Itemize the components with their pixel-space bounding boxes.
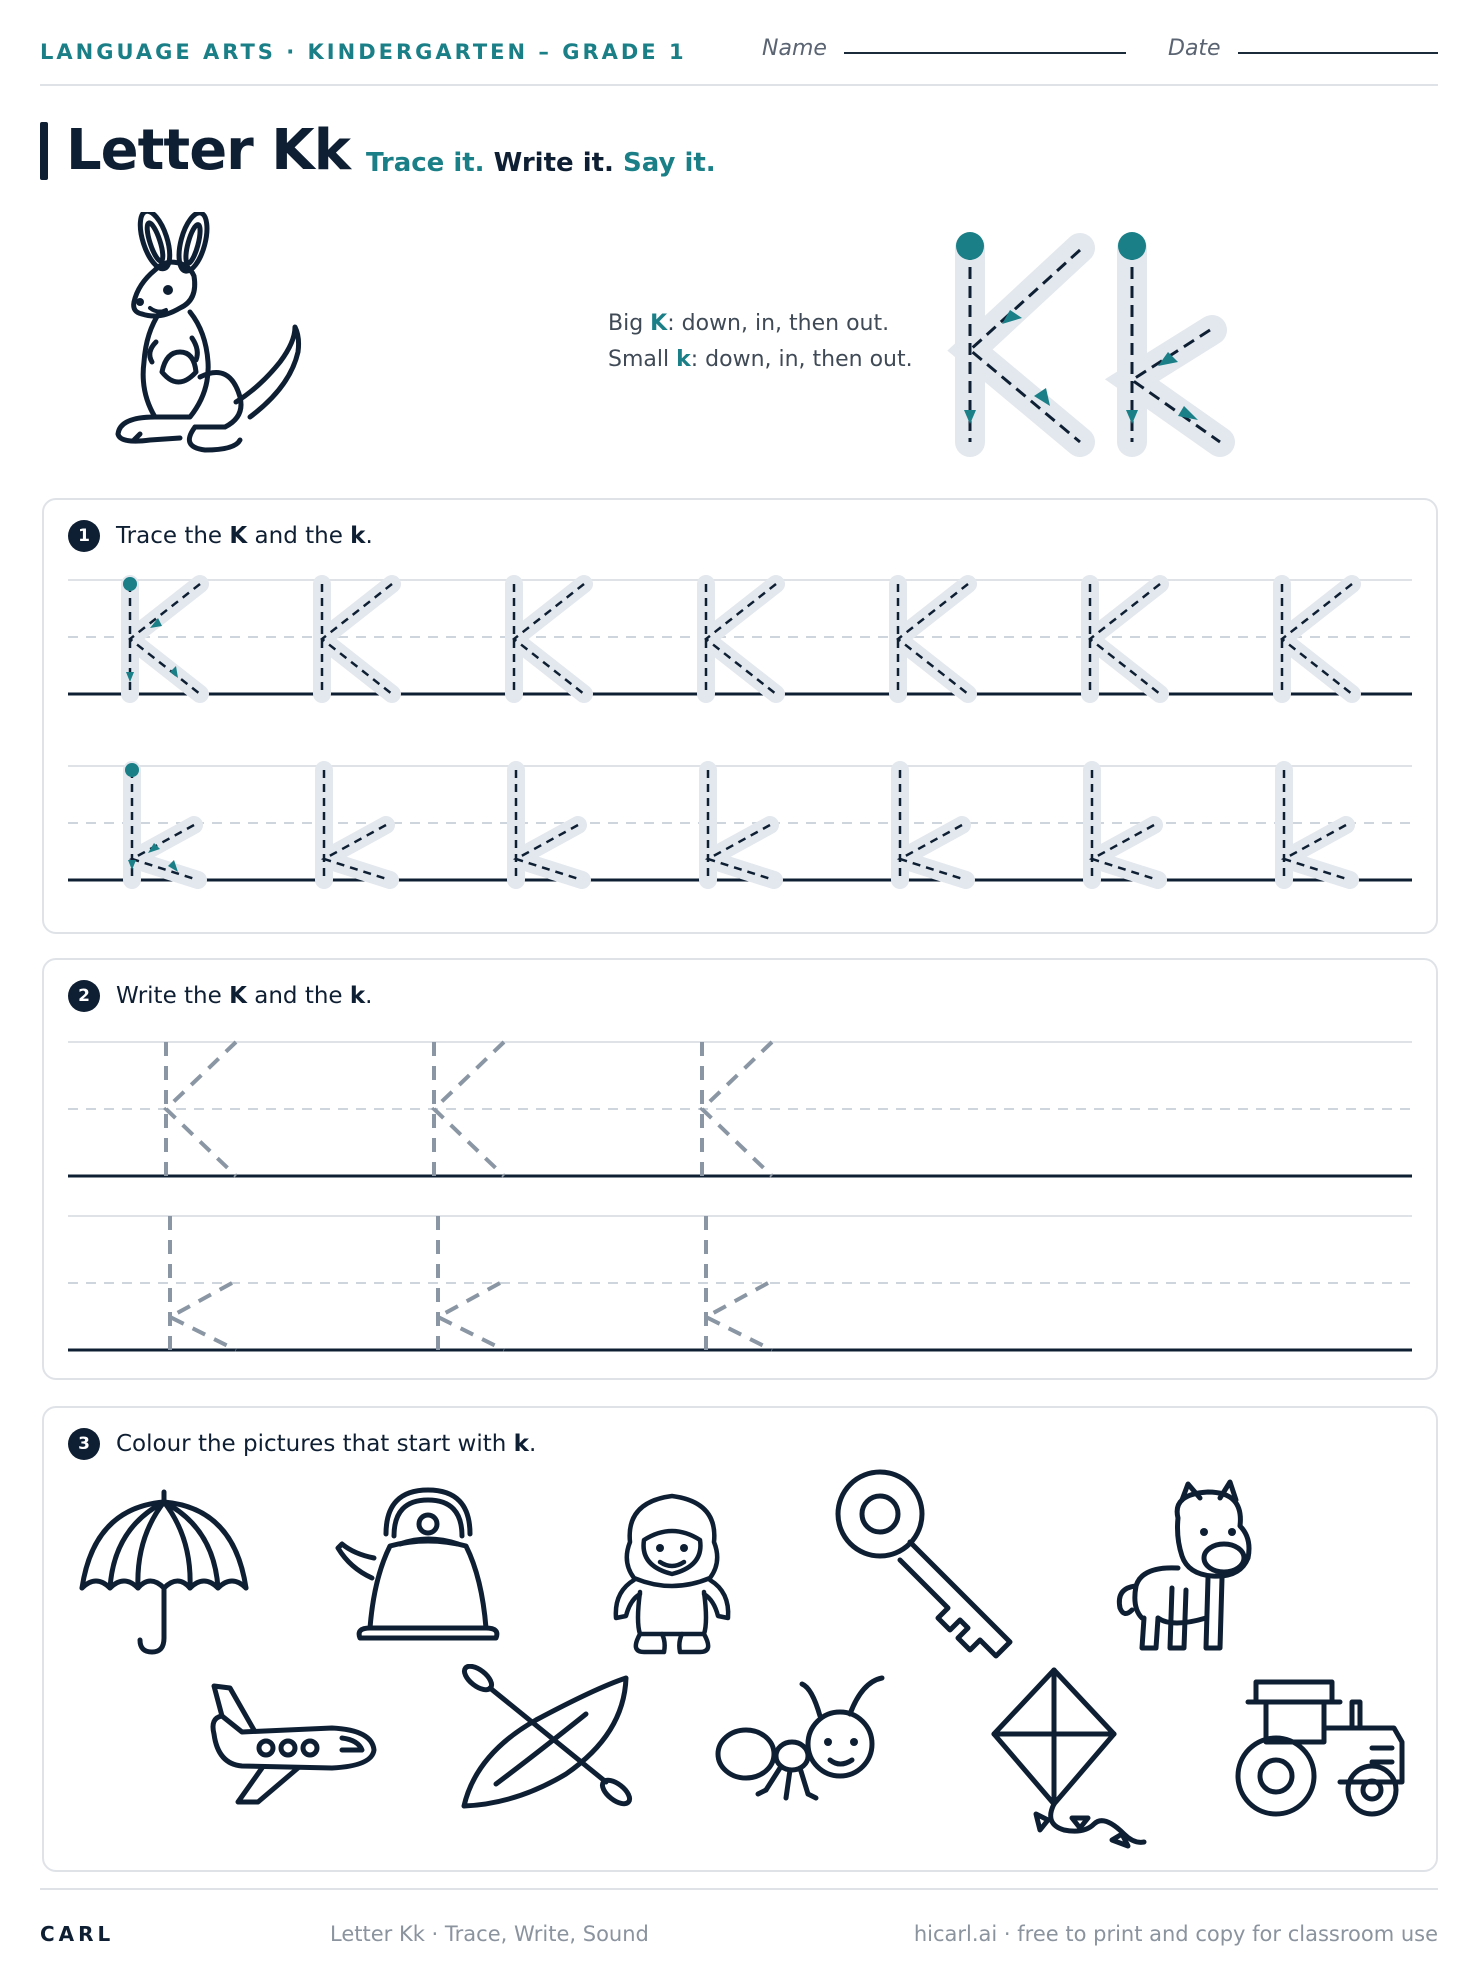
small-prefix: Small	[608, 347, 677, 372]
step-number: 3	[68, 1428, 100, 1460]
subject-label: LANGUAGE ARTS · KINDERGARTEN – GRADE 1	[40, 40, 687, 64]
kettle-icon[interactable]	[334, 1478, 514, 1658]
title-motto	[366, 148, 716, 178]
footer-link[interactable]: hicarl.ai · free to print and copy for classroom use	[913, 1922, 1438, 1946]
kayak-icon[interactable]	[456, 1664, 636, 1814]
small-rule-text: : down, in, then out.	[690, 347, 913, 372]
small-letter: k	[676, 347, 691, 372]
name-label: Name	[762, 36, 827, 61]
letter-lower-k	[1284, 770, 1350, 880]
instruction-end: .	[365, 983, 373, 1009]
colour-section	[42, 1406, 1438, 1872]
name-field[interactable]	[844, 52, 1126, 54]
stroke-dashed	[170, 1283, 236, 1350]
instruction-letter-upper: K	[229, 523, 248, 549]
ant-icon[interactable]	[712, 1664, 892, 1814]
instruction-end: .	[528, 1431, 537, 1457]
stroke-dashed	[706, 1283, 772, 1350]
instruction-text-mid: and the	[246, 983, 350, 1009]
letter-upper-k	[1090, 584, 1160, 694]
page-title: Letter Kk	[66, 118, 350, 183]
trace-shadow	[514, 584, 584, 694]
instruction-letter-lower: k	[513, 1431, 529, 1457]
letter-upper-k	[322, 584, 392, 694]
stroke-dashed	[438, 1283, 504, 1350]
instruction-letter-lower: k	[349, 983, 366, 1009]
write-section	[42, 958, 1438, 1380]
airplane-icon[interactable]	[202, 1678, 382, 1808]
motto-say: Say it.	[622, 148, 716, 178]
trace-shadow	[1090, 584, 1160, 694]
letter-lower-k	[708, 770, 774, 880]
trace-instruction	[116, 523, 373, 549]
trace-shadow	[706, 584, 776, 694]
trace-shadow	[1282, 584, 1352, 694]
trace-practice-area[interactable]	[44, 560, 1436, 930]
write-instruction	[116, 983, 372, 1009]
kangaroo-icon	[110, 212, 350, 462]
trace-section	[42, 498, 1438, 934]
footer-title: Letter Kk · Trace, Write, Sound	[330, 1922, 649, 1946]
write-heading	[68, 980, 372, 1012]
trace-heading	[68, 520, 373, 552]
letter-upper-k	[898, 584, 968, 694]
letter-lower-k	[324, 770, 390, 880]
letter-upper-k	[123, 577, 200, 694]
instruction-text: Write the	[116, 983, 230, 1009]
trace-shadow	[898, 584, 968, 694]
write-practice-area[interactable]	[44, 1020, 1436, 1380]
letter-lower-k	[1092, 770, 1158, 880]
start-dot	[123, 577, 137, 591]
yeti-icon[interactable]	[600, 1482, 750, 1662]
start-dot	[125, 763, 139, 777]
horse-icon[interactable]	[1112, 1478, 1272, 1658]
letter-lower-k	[125, 763, 198, 880]
big-rule-text: : down, in, then out.	[667, 311, 890, 336]
key-icon[interactable]	[830, 1464, 1020, 1664]
stroke-order-diagram	[940, 220, 1260, 470]
worksheet-footer	[40, 1888, 1438, 1946]
title-accent-bar	[40, 122, 48, 180]
instruction-text: Colour the pictures that start with	[116, 1431, 514, 1457]
instruction-text-mid: and the	[247, 523, 351, 549]
kite-icon[interactable]	[984, 1664, 1154, 1854]
colour-instruction	[116, 1431, 536, 1457]
trace-shadow	[322, 584, 392, 694]
instruction-end: .	[365, 523, 373, 549]
motto-write: Write it.	[493, 148, 614, 178]
step-number: 1	[68, 520, 100, 552]
big-letter-rule	[608, 306, 913, 342]
big-prefix: Big	[608, 311, 651, 336]
letter-upper-k	[514, 584, 584, 694]
motto-trace: Trace it.	[366, 148, 485, 178]
umbrella-icon[interactable]	[74, 1488, 254, 1658]
instruction-letter-lower: k	[350, 523, 366, 549]
letter-upper-k	[706, 584, 776, 694]
colour-heading	[68, 1428, 536, 1460]
trace-shadow	[130, 584, 200, 694]
letter-lower-k	[516, 770, 582, 880]
big-letter: K	[650, 311, 668, 336]
tractor-icon[interactable]	[1232, 1672, 1412, 1822]
instruction-text: Trace the	[116, 523, 230, 549]
small-letter-rule	[608, 342, 913, 378]
date-label: Date	[1168, 36, 1221, 61]
worksheet-header	[40, 36, 1438, 86]
letter-lower-k	[900, 770, 966, 880]
letter-upper-k	[1282, 584, 1352, 694]
stroke-instructions	[608, 306, 913, 378]
step-number: 2	[68, 980, 100, 1012]
instruction-letter-upper: K	[229, 983, 247, 1009]
date-field[interactable]	[1238, 52, 1438, 54]
brand-logo: CARL	[40, 1922, 115, 1946]
